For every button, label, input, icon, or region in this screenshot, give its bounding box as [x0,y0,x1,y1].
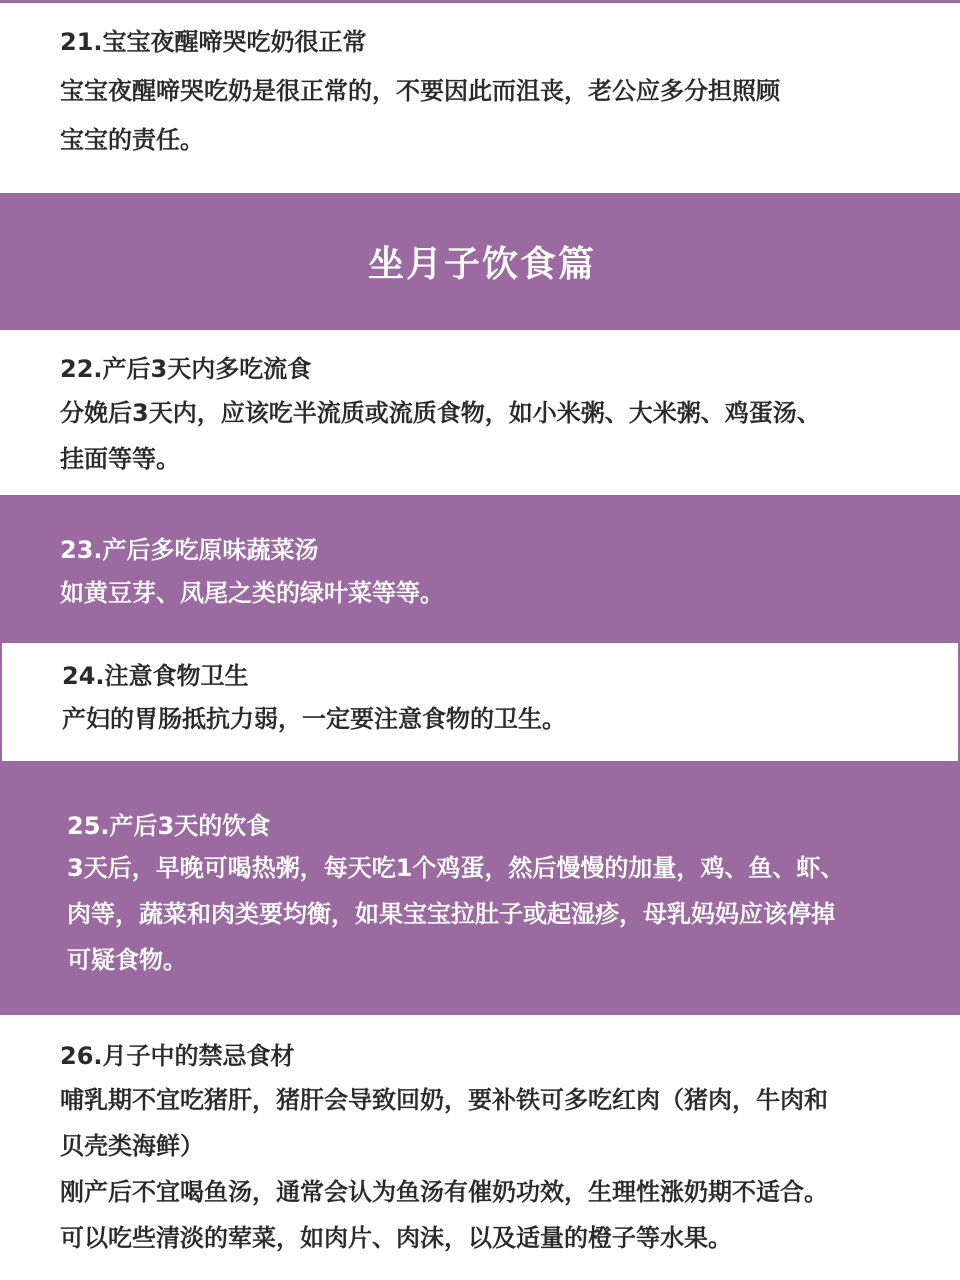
tip-23-title: 23.产后多吃原味蔬菜汤 [60,536,319,564]
tip-22-title: 22.产后3天内多吃流食 [60,355,312,383]
tip-22 [0,330,960,495]
tip-21-title: 21.宝宝夜醒啼哭吃奶很正常 [60,28,367,56]
tip-26-line-1: 哺乳期不宜吃猪肝，猪肝会导致回奶，要补铁可多吃红肉（猪肉，牛肉和 [60,1086,828,1114]
tip-21-line-1: 宝宝夜醒啼哭吃奶是很正常的，不要因此而沮丧，老公应多分担照顾 [60,77,780,105]
tip-25-line-3: 可疑食物。 [67,946,187,974]
tip-24-title: 24.注意食物卫生 [62,662,249,690]
tip-26-line-2: 贝壳类海鲜） [60,1132,204,1160]
tip-24-line-1: 产妇的胃肠抵抗力弱，一定要注意食物的卫生。 [62,705,566,733]
tip-25-line-1: 3天后，早晚可喝热粥，每天吃1个鸡蛋，然后慢慢的加量，鸡、鱼、虾、 [67,854,845,882]
tip-26-title: 26.月子中的禁忌食材 [60,1042,295,1070]
tip-25-line-2: 肉等，蔬菜和肉类要均衡，如果宝宝拉肚子或起湿疹，母乳妈妈应该停掉 [67,900,835,928]
tip-26-line-4: 可以吃些清淡的荤菜，如肉片、肉沫，以及适量的橙子等水果。 [60,1224,732,1252]
tip-26-line-3: 刚产后不宜喝鱼汤，通常会认为鱼汤有催奶功效，生理性涨奶期不适合。 [60,1178,828,1206]
section-header-title: 坐月子饮食篇 [367,244,596,285]
tip-21 [0,3,960,193]
tip-21-line-2: 宝宝的责任。 [60,126,204,154]
tip-26 [0,1015,960,1280]
tip-23 [0,495,960,643]
tip-22-line-2: 挂面等等。 [60,445,180,473]
tip-25-title: 25.产后3天的饮食 [67,812,271,840]
tip-24 [0,643,960,761]
tip-23-line-1: 如黄豆芽、凤尾之类的绿叶菜等等。 [60,579,444,607]
tip-25 [0,761,960,1015]
tip-22-line-1: 分娩后3天内，应该吃半流质或流质食物，如小米粥、大米粥、鸡蛋汤、 [60,399,821,427]
section-header-band [0,193,960,330]
